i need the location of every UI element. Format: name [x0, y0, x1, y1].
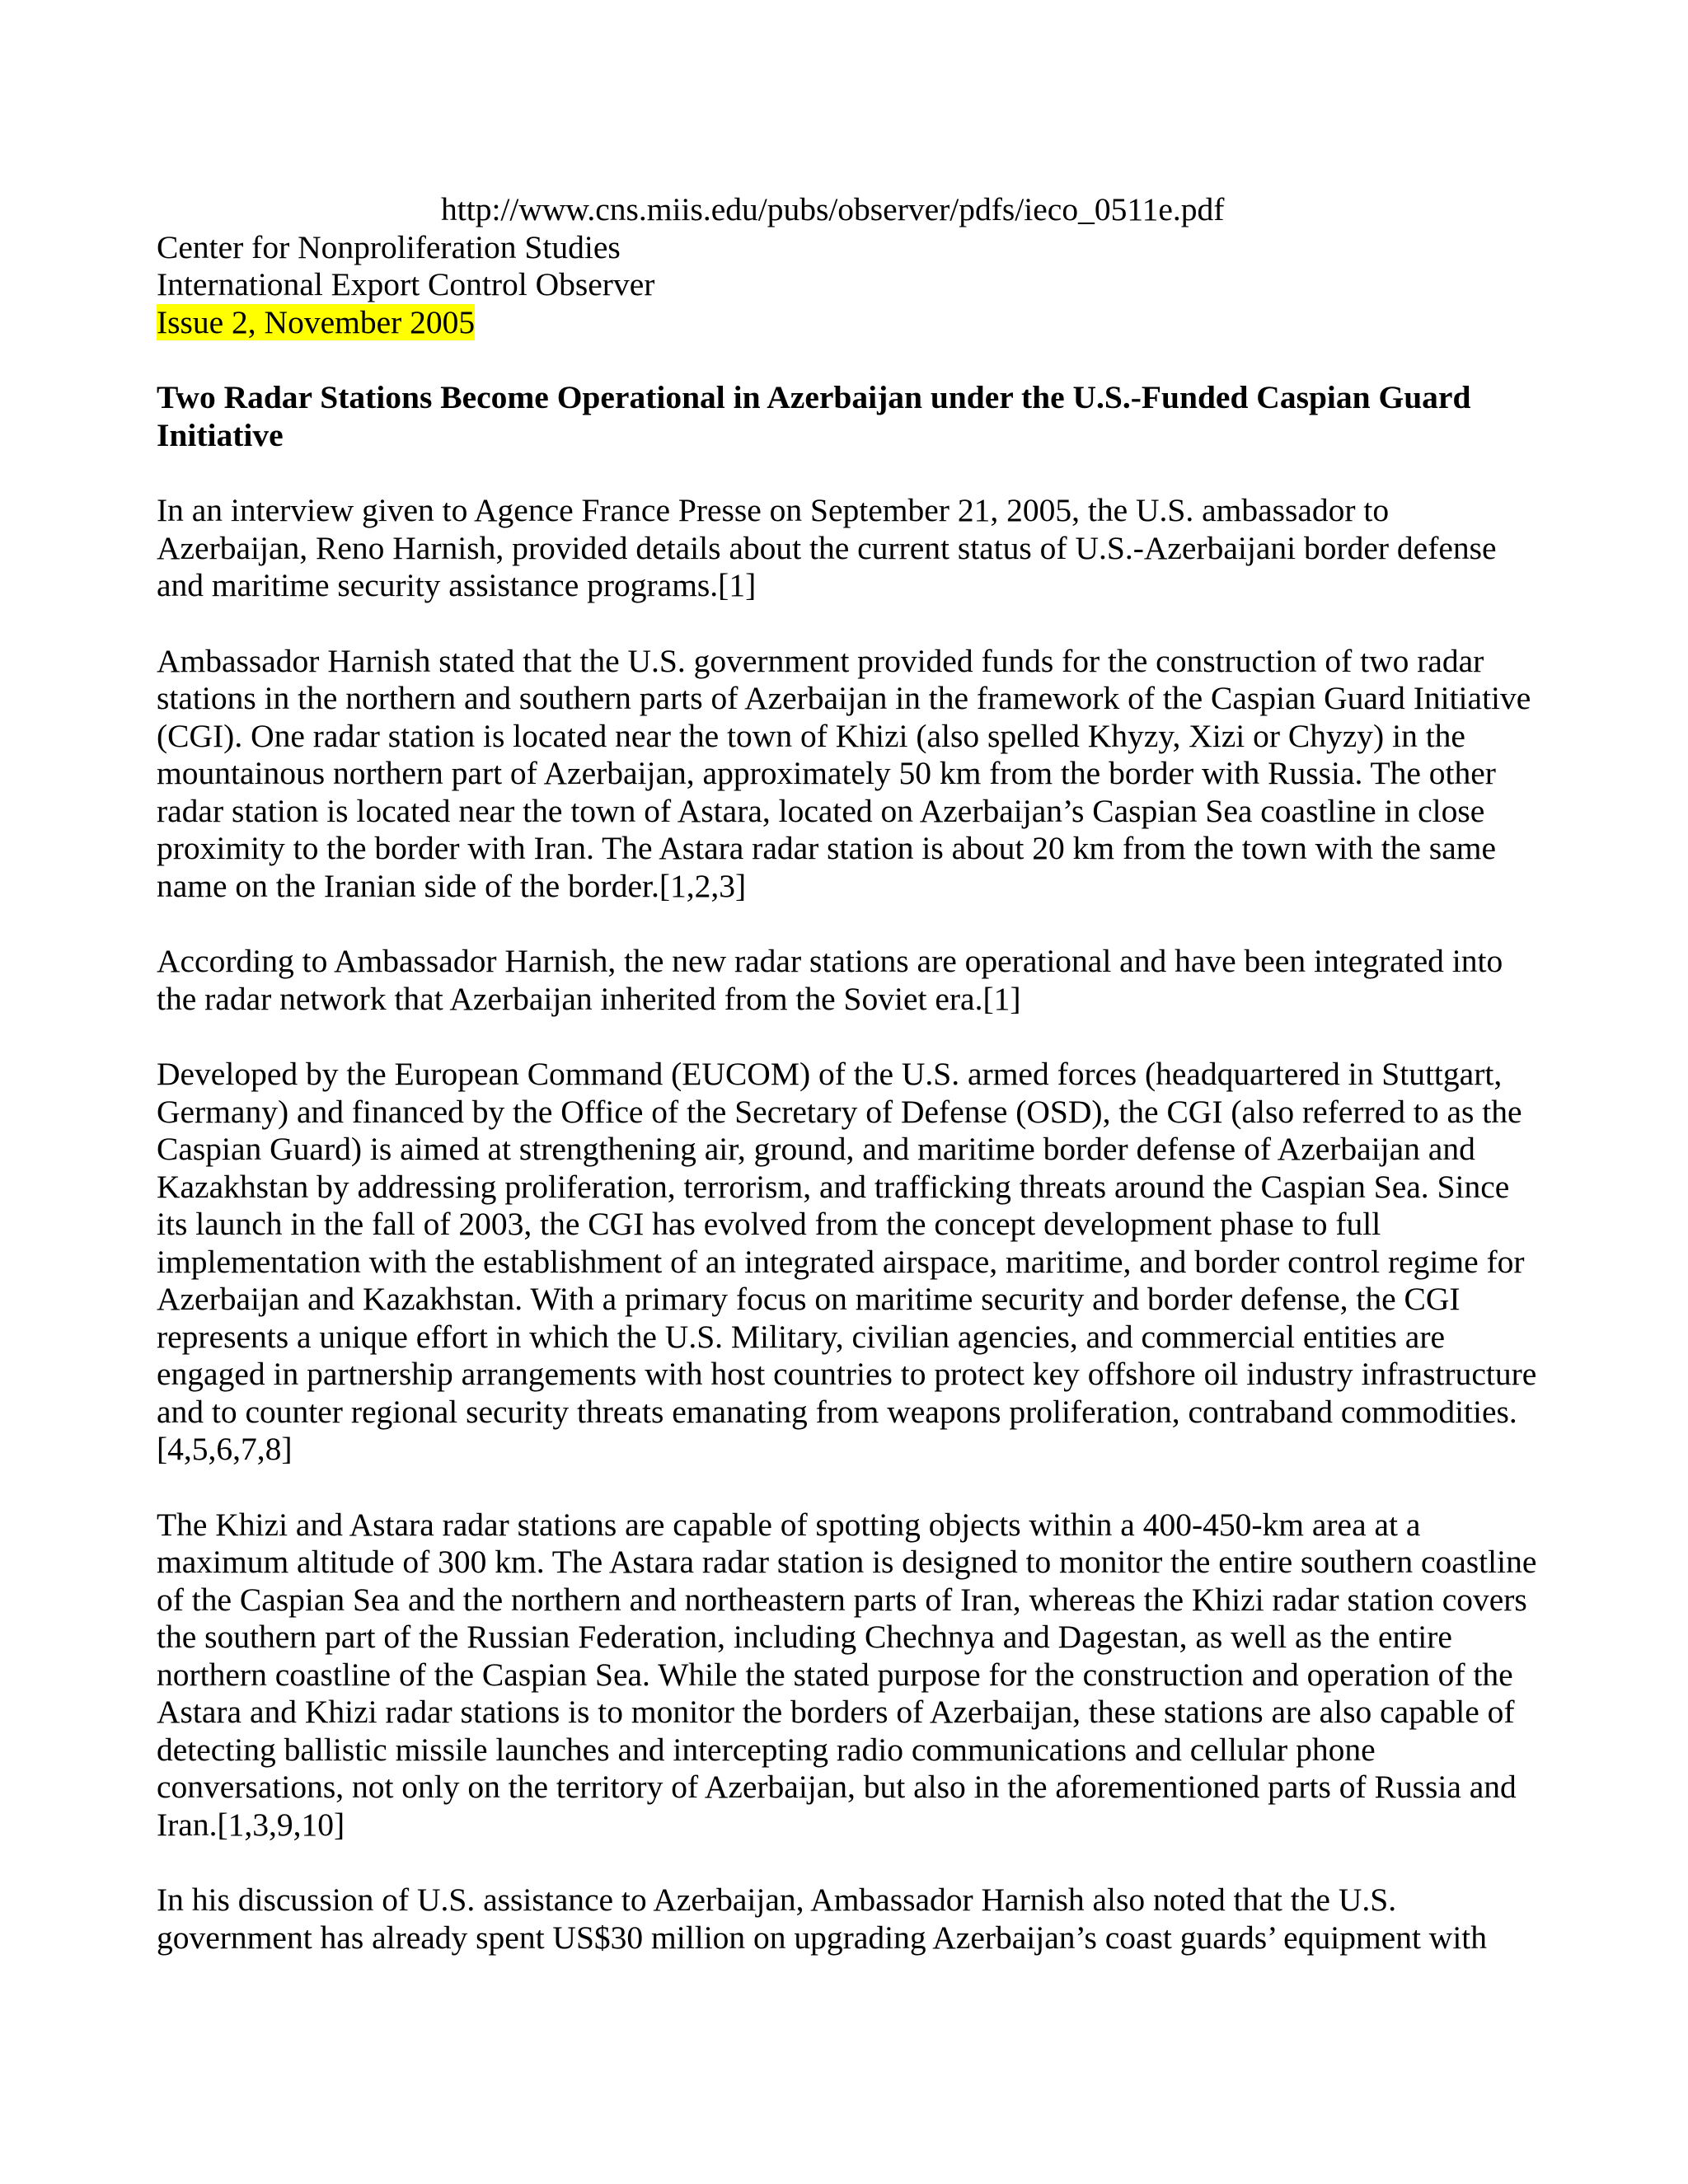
document-page [157, 191, 1541, 1957]
paragraph-cgi-background: Developed by the European Command (EUCOM) of the U.S. armed forces (headquartered in Stuttgart, Germany) and financed by the Office of the Secretary of Defense (OSD), the CGI (also referred to as the Caspian Guard) is aimed at strengthening air, ground, and maritime border defense of Azerbaijan and Kazakhstan by addressing proliferation, terrorism, and trafficking threats around the Caspian Sea. Since its launch in the fall of 2003, the CGI has evolved from the concept development phase to full implementation with the establishment of an integrated airspace, maritime, and border control regime for Azerbaijan and Kazakhstan. With a primary focus on maritime security and border defense, the CGI represents a unique effort in which the U.S. Military, civilian agencies, and commercial entities are engaged in partnership arrangements with host countries to protect key offshore oil industry infrastructure and to counter regional security threats emanating from weapons proliferation, contraband commodities.[4,5,6,7,8] [157, 1056, 1537, 1467]
organization-name: Center for Nonproliferation Studies [157, 228, 621, 265]
article-title: Two Radar Stations Become Operational in Azerbaijan under the U.S.-Funded Caspian Guard Initiative [157, 379, 1471, 453]
source-url: http://www.cns.miis.edu/pubs/observer/pdfs/ieco_0511e.pdf [441, 191, 1225, 227]
paragraph-radar-capabilities: The Khizi and Astara radar stations are capable of spotting objects within a 400-450-km area at a maximum altitude of 300 km. The Astara radar station is designed to monitor the entire southern coastline of the Caspian Sea and the northern and northeastern parts of Iran, whereas the Khizi radar station covers the southern part of the Russian Federation, including Chechnya and Dagestan, as well as the entire northern coastline of the Caspian Sea. While the stated purpose for the construction and operation of the Astara and Khizi radar stations is to monitor the borders of Azerbaijan, these stations are also capable of detecting ballistic missile launches and intercepting radio communications and cellular phone conversations, not only on the territory of Azerbaijan, but also in the aforementioned parts of Russia and Iran.[1,3,9,10] [157, 1506, 1537, 1843]
issue-line [157, 304, 1541, 342]
paragraph-operational-status: According to Ambassador Harnish, the new radar stations are operational and have been integrated into the radar network that Azerbaijan inherited from the Soviet era.[1] [157, 943, 1503, 1017]
issue-highlight: Issue 2, November 2005 [157, 303, 476, 340]
publication-name: International Export Control Observer [157, 266, 655, 302]
paragraph-interview: In an interview given to Agence France Presse on September 21, 2005, the U.S. ambassador to Azerbaijan, Reno Harnish, provided details about the current status of U.S.-Azerbaijani border defense and maritime security assistance programs.[1] [157, 492, 1497, 603]
paragraph-us-assistance: In his discussion of U.S. assistance to Azerbaijan, Ambassador Harnish also noted that the U.S. government has already spent US$30 million on upgrading Azerbaijan’s coast guards’ equipment with [157, 1882, 1488, 1956]
paragraph-radar-construction: Ambassador Harnish stated that the U.S. government provided funds for the construction of two radar stations in the northern and southern parts of Azerbaijan in the framework of the Caspian Guard Initiative (CGI). One radar station is located near the town of Khizi (also spelled Khyzy, Xizi or Chyzy) in the mountainous northern part of Azerbaijan, approximately 50 km from the border with Russia. The other radar station is located near the town of Astara, located on Azerbaijan’s Caspian Sea coastline in close proximity to the border with Iran. The Astara radar station is about 20 km from the town with the same name on the Iranian side of the border.[1,2,3] [157, 642, 1531, 904]
